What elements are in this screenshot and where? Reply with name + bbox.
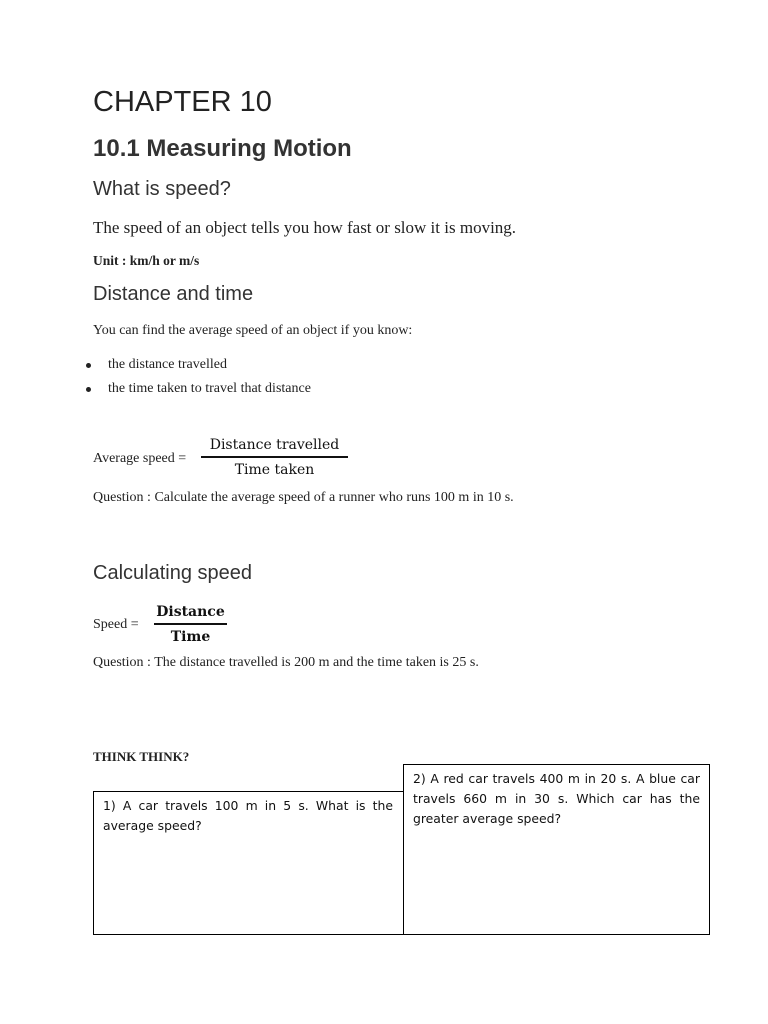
heading-what-is-speed: What is speed? xyxy=(93,178,231,200)
fraction-bar xyxy=(201,456,348,458)
fraction-numerator: Distance travelled xyxy=(209,437,340,453)
think-think-label: THINK THINK? xyxy=(93,749,190,764)
bullet-item-time: the time taken to travel that distance xyxy=(108,381,311,396)
average-speed-fraction xyxy=(201,436,348,479)
fraction-bar xyxy=(154,623,227,625)
heading-distance-and-time: Distance and time xyxy=(93,283,254,305)
heading-calculating-speed: Calculating speed xyxy=(93,562,252,584)
speed-description: The speed of an object tells you how fast or slow it is moving. xyxy=(93,218,517,237)
average-speed-intro: You can find the average speed of an object if you know: xyxy=(93,323,413,338)
fraction-numerator: Distance xyxy=(156,604,225,620)
question-box-1 xyxy=(93,791,404,935)
bullet-dot xyxy=(86,363,91,368)
question-distance-time: Question : The distance travelled is 200 m and the time taken is 25 s. xyxy=(93,655,479,670)
average-speed-formula-label: Average speed = xyxy=(93,451,187,466)
question-box-2 xyxy=(403,764,710,935)
question-1-text: 1) A car travels 100 m in 5 s. What is the average speed? xyxy=(103,798,393,833)
speed-unit: Unit : km/h or m/s xyxy=(93,253,200,268)
bullet-item-distance: the distance travelled xyxy=(108,357,227,372)
bullet-dot xyxy=(86,387,91,392)
speed-fraction xyxy=(154,603,227,646)
chapter-title: CHAPTER 10 xyxy=(93,86,272,118)
question-2-text: 2) A red car travels 400 m in 20 s. A blue car travels 660 m in 30 s. Which car has the greater average speed? xyxy=(413,771,700,826)
section-title: 10.1 Measuring Motion xyxy=(93,135,352,162)
question-runner: Question : Calculate the average speed of a runner who runs 100 m in 10 s. xyxy=(93,490,514,505)
fraction-denominator: Time xyxy=(170,628,211,645)
fraction-denominator: Time taken xyxy=(234,461,315,478)
speed-formula-label: Speed = xyxy=(93,617,139,632)
